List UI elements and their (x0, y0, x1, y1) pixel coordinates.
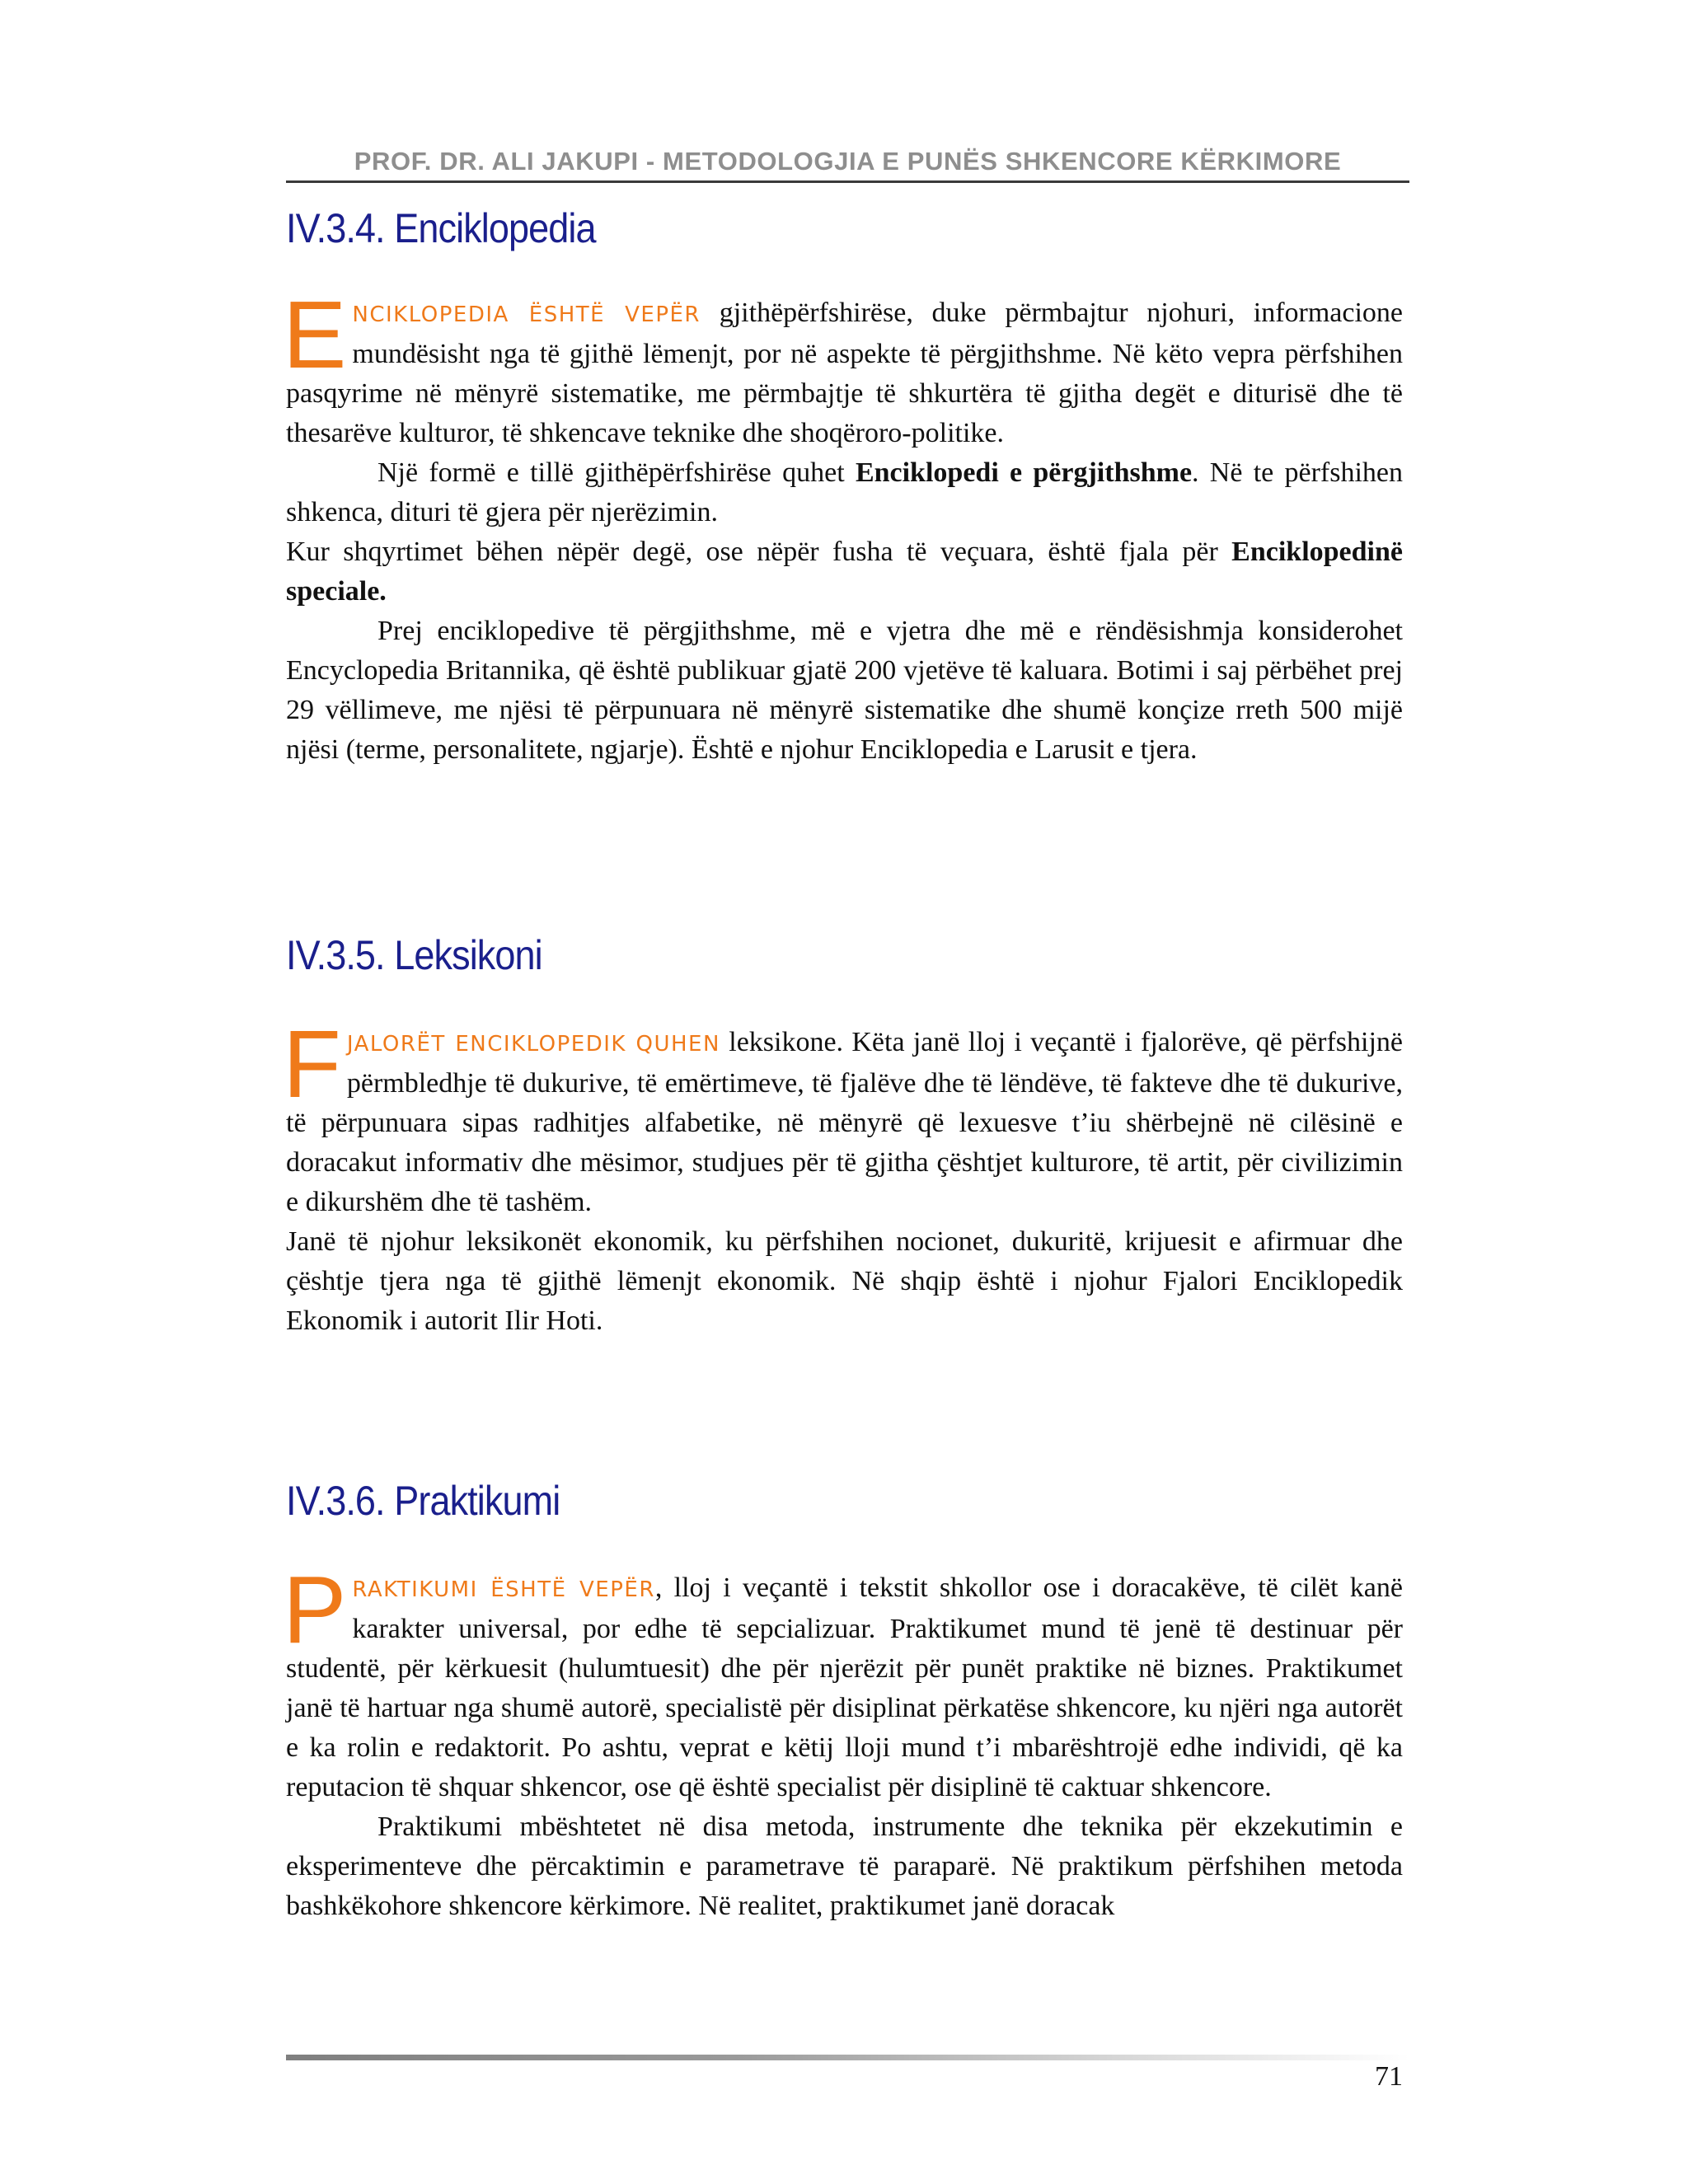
drop-cap: P (283, 1556, 347, 1663)
paragraph-text: Një formë e tillë gjithëpërfshirëse quhet (377, 457, 856, 488)
paragraph (286, 532, 1403, 612)
section-title-enciklopedia: IV.3.4. Enciklopedia (286, 205, 596, 251)
paragraph-text: leksikone. Këta janë lloj i veçantë i fjalorëve, që përfshijnë përmbledhje të dukurive, të emërtimeve, të fjalëve dhe të lëndëve, të fakteve dhe të dukurive, të përpunuara sipas radhitjes alfabetike, në mënyrë që lexuesve t’iu shërbejnë në cilësinë e doracakut informativ dhe mësimor, studjues për të gjitha çështjet kulturore, të artit, për civilizimin e dikurshëm dhe të tashëm. (286, 1027, 1403, 1217)
paragraph (283, 1010, 1403, 1222)
lead-in-small-caps: RAKTIKUMI ËSHTË VEPËR (352, 1577, 655, 1602)
lead-in-small-caps: JALORËT ENCIKLOPEDIK QUHEN (346, 1032, 720, 1057)
running-header: PROF. DR. ALI JAKUPI - METODOLOGJIA E PUNËS SHKENCORE KËRKIMORE (354, 147, 1342, 176)
page-number: 71 (1375, 2061, 1403, 2092)
header-rule (286, 180, 1409, 183)
section-body-enciklopedia (283, 281, 1404, 770)
paragraph (283, 281, 1403, 453)
paragraph-text: gjithëpërfshirëse, duke përmbajtur njohuri, informacione mundësisht nga të gjithë lëmenjt, por në aspekte të përgjithshme. Në këto vepra përfshihen pasqyrime në mënyrë sistematike, me përmbajtje të shkurtëra të gjitha degët e diturisë dhe të thesarëve kulturor, të shkencave teknike dhe shoqëroro-politike. (286, 298, 1403, 448)
bold-term: Enciklopedi e përgjithshme (855, 457, 1193, 488)
section-title-leksikoni: IV.3.5. Leksikoni (286, 932, 542, 978)
paragraph: Prej enciklopedive të përgjithshme, më e vjetra dhe më e rëndësishmja konsiderohet Encyclopedia Britannika, që është publikuar gjatë 200 vjetëve të kaluara. Botimi i saj përbëhet prej 29 vëllimeve, me njësi të përpunuara në mënyrë sistematike dhe shumë konçize rreth 500 mijë njësi (terme, personalitete, ngjarje). Është e njohur Enciklopedia e Larusit e tjera. (286, 616, 1403, 765)
paragraph-text: . Në te përfshihen shkenca, dituri të gjera për njerëzimin. (286, 457, 1404, 527)
paragraph: Praktikumi mbështetet në disa metoda, instrumente dhe teknika për ekzekutimin e eksperimenteve dhe përcaktimin e parametrave të paraparë. Në praktikum përfshihen metoda bashkëkohore shkencore kërkimore. Në realitet, praktikumet janë doracak (286, 1811, 1403, 1921)
section-body-leksikoni (283, 1010, 1403, 1341)
paragraph (286, 453, 1403, 532)
lead-in-small-caps: NCIKLOPEDIA ËSHTË VEPËR (352, 302, 701, 327)
section-body-praktikumi (283, 1556, 1403, 1926)
bold-term: Enciklopedinë speciale. (286, 537, 1403, 607)
drop-cap: F (283, 1010, 341, 1118)
section-title-praktikumi: IV.3.6. Praktikumi (286, 1478, 560, 1524)
footer-rule (286, 2055, 1409, 2060)
paragraph (283, 1556, 1403, 1807)
paragraph: Janë të njohur leksikonët ekonomik, ku përfshihen nocionet, dukuritë, krijuesit e afirmuar dhe çështje tjera nga të gjithë lëmenjt ekonomik. Në shqip është i njohur Fjalori Enciklopedik Ekonomik i autorit Ilir Hoti. (286, 1226, 1403, 1336)
paragraph-text: , lloj i veçantë i tekstit shkollor ose i doracakëve, të cilët kanë karakter universal, por edhe të sepcializuar. Praktikumet mund të jenë të destinuar për studentë, për kërkuesit (hulumtuesit) dhe për njerëzit për punët praktike në biznes. Praktikumet janë të hartuar nga shumë autorë, specialistë për disiplinat përkatëse shkencore, ku njëri nga autorët e ka rolin e redaktorit. Po ashtu, veprat e këtij lloji mund t’i mbarështrojë edhe individi, që ka reputacion të shquar shkencor, ose që është specialist për disiplinë të caktuar shkencore. (286, 1572, 1403, 1802)
drop-cap: E (283, 281, 347, 388)
paragraph-text: Kur shqyrtimet bëhen nëpër degë, ose nëpër fusha të veçuara, është fjala për (286, 537, 1232, 567)
